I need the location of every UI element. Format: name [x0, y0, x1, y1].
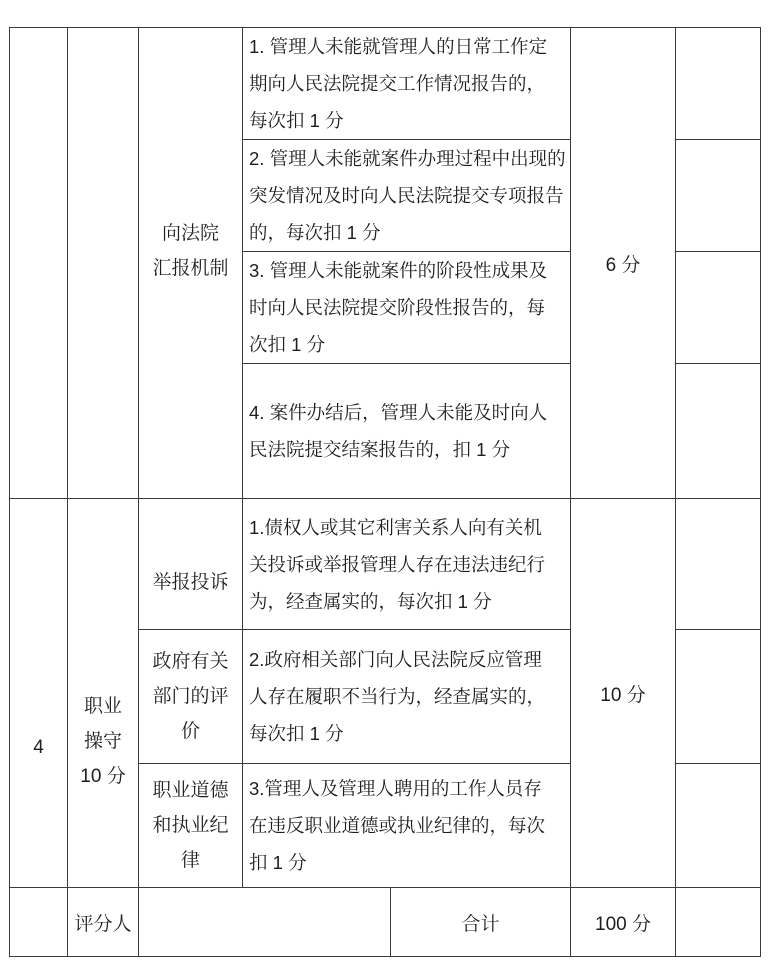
score-entry-cell	[676, 252, 761, 364]
score-sheet-table	[9, 27, 761, 957]
score-entry-cell	[676, 28, 761, 140]
footer-blank-cell	[10, 888, 68, 957]
criterion-cell: 2. 管理人未能就案件办理过程中出现的 突发情况及时向人民法院提交专项报告 的，每次扣 1 分	[243, 140, 571, 252]
category-cell-report	[68, 28, 139, 499]
total-value-cell: 100 分	[571, 888, 676, 957]
criterion-cell: 3.管理人及管理人聘用的工作人员存 在违反职业道德或执业纪律的，每次 扣 1 分	[243, 764, 571, 888]
criterion-cell: 2.政府相关部门向人民法院反应管理 人存在履职不当行为，经查属实的， 每次扣 1 分	[243, 630, 571, 764]
score-cell-conduct: 10 分	[571, 499, 676, 888]
subcategory-cell-ethics: 职业道德 和执业纪 律	[139, 764, 243, 888]
scorer-label-cell: 评分人	[68, 888, 139, 957]
criterion-cell: 1.债权人或其它利害关系人向有关机 关投诉或举报管理人存在违法违纪行 为，经查属实的，每次扣 1 分	[243, 499, 571, 630]
score-entry-cell	[676, 140, 761, 252]
total-label-cell: 合计	[391, 888, 571, 957]
subcategory-cell-report: 向法院 汇报机制	[139, 28, 243, 499]
score-entry-cell	[676, 499, 761, 630]
subcategory-cell-complaint: 举报投诉	[139, 499, 243, 630]
score-entry-cell	[676, 630, 761, 764]
table-row	[10, 28, 761, 140]
category-cell-conduct: 职业 操守 10 分	[68, 499, 139, 888]
subcategory-cell-government: 政府有关 部门的评 价	[139, 630, 243, 764]
score-entry-cell	[676, 364, 761, 499]
table-row	[10, 499, 761, 630]
score-cell-report: 6 分	[571, 28, 676, 499]
criterion-cell: 3. 管理人未能就案件的阶段性成果及 时向人民法院提交阶段性报告的，每 次扣 1 分	[243, 252, 571, 364]
row-number-cell-report	[10, 28, 68, 499]
scorer-signature-cell	[139, 888, 391, 957]
row-number-cell-conduct: 4	[10, 499, 68, 888]
criterion-cell: 4. 案件办结后，管理人未能及时向人 民法院提交结案报告的，扣 1 分	[243, 364, 571, 499]
table-row	[10, 888, 761, 957]
criterion-cell: 1. 管理人未能就管理人的日常工作定 期向人民法院提交工作情况报告的， 每次扣 1 分	[243, 28, 571, 140]
score-entry-cell	[676, 888, 761, 957]
score-entry-cell	[676, 764, 761, 888]
